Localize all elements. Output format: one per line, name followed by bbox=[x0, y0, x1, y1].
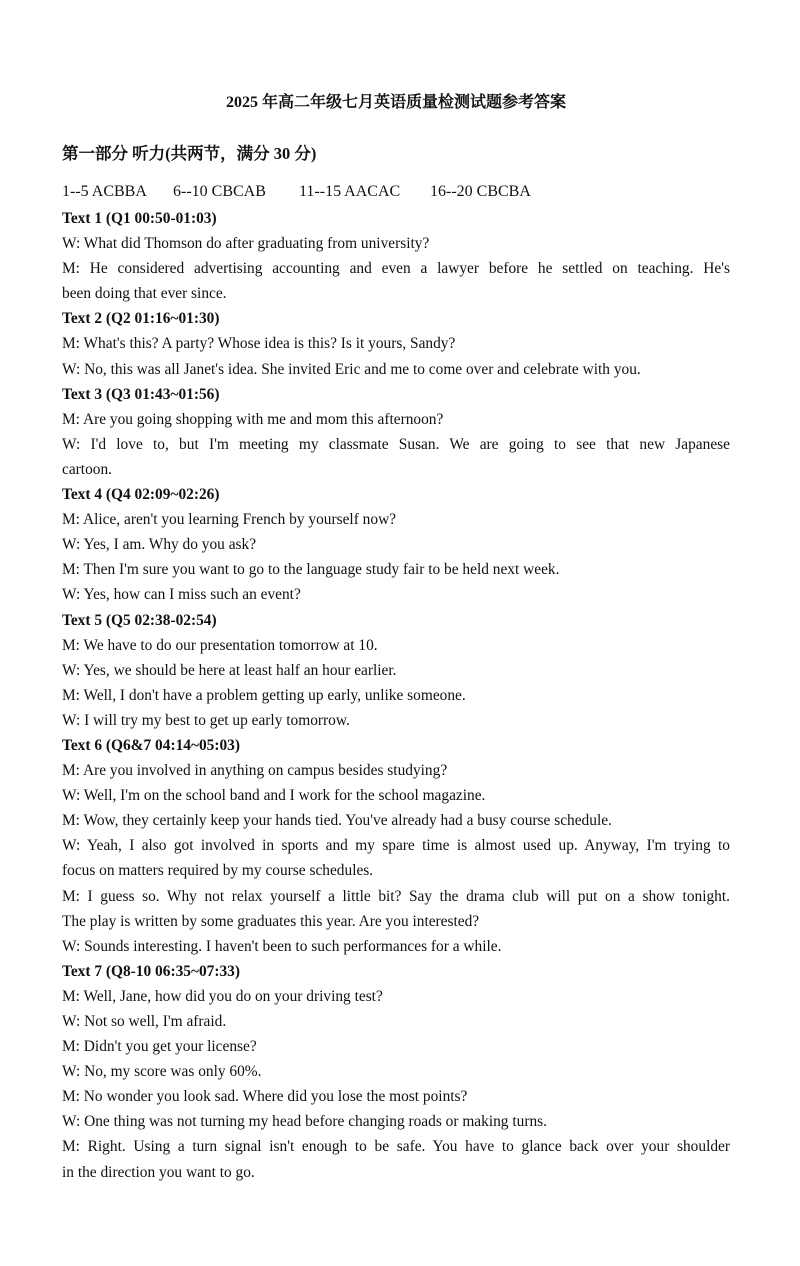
transcript-line: M: He considered advertising accounting and even a lawyer before he settled on teaching. He's bbox=[62, 260, 730, 278]
transcript-line: M: Right. Using a turn signal isn't enough to be safe. You have to glance back over your shoulder bbox=[62, 1138, 730, 1156]
transcript-line: in the direction you want to go. bbox=[62, 1163, 255, 1181]
text-heading: Text 4 (Q4 02:09~02:26) bbox=[62, 486, 220, 504]
transcript-line: M: Well, I don't have a problem getting up early, unlike someone. bbox=[62, 686, 466, 704]
transcript-body bbox=[62, 206, 730, 1185]
transcript-line: M: Didn't you get your license? bbox=[62, 1038, 257, 1056]
transcript-line: W: I'd love to, but I'm meeting my classmate Susan. We are going to see that new Japanese bbox=[62, 435, 730, 453]
transcript-line: W: Not so well, I'm afraid. bbox=[62, 1013, 227, 1030]
transcript-line: M: Well, Jane, how did you do on your driving test? bbox=[62, 987, 383, 1005]
transcript-line: W: Yes, we should be here at least half an hour earlier. bbox=[62, 661, 397, 679]
text-heading: Text 1 (Q1 00:50-01:03) bbox=[62, 210, 217, 227]
transcript-line: M: What's this? A party? Whose idea is this? Is it yours, Sandy? bbox=[62, 335, 456, 353]
transcript-line: The play is written by some graduates this year. Are you interested? bbox=[62, 912, 480, 930]
text-heading: Text 2 (Q2 01:16~01:30) bbox=[62, 310, 220, 328]
transcript-line: W: Yes, I am. Why do you ask? bbox=[62, 536, 257, 554]
transcript-line: been doing that ever since. bbox=[62, 285, 227, 303]
text-heading: Text 5 (Q5 02:38-02:54) bbox=[62, 611, 217, 629]
transcript-line: W: No, my score was only 60%. bbox=[62, 1063, 262, 1081]
transcript-line: M: Are you involved in anything on campus besides studying? bbox=[62, 762, 448, 780]
section-title-listening: 第一部分 听力(共两节，满分 30 分) bbox=[62, 144, 317, 163]
transcript-line: M: I guess so. Why not relax yourself a little bit? Say the drama club will put on a show tonight. bbox=[62, 887, 730, 905]
transcript-line: W: Yeah, I also got involved in sports and my spare time is almost used up. Anyway, I'm trying to bbox=[62, 837, 730, 855]
document-title: 2025 年高二年级七月英语质量检测试题参考答案 bbox=[225, 94, 566, 111]
transcript-line: M: Wow, they certainly keep your hands tied. You've already had a busy course schedule. bbox=[62, 812, 612, 830]
transcript-line: W: Sounds interesting. I haven't been to such performances for a while. bbox=[62, 937, 502, 955]
answer-group: 6--10 CBCAB bbox=[173, 183, 266, 200]
transcript-line: W: What did Thomson do after graduating from university? bbox=[62, 235, 430, 253]
text-heading: Text 3 (Q3 01:43~01:56) bbox=[62, 385, 220, 403]
answer-group: 16--20 CBCBA bbox=[430, 183, 531, 200]
transcript-line: M: We have to do our presentation tomorrow at 10. bbox=[62, 636, 378, 654]
transcript-line: M: No wonder you look sad. Where did you lose the most points? bbox=[62, 1088, 468, 1106]
text-heading: Text 6 (Q6&7 04:14~05:03) bbox=[62, 736, 240, 754]
text-heading: Text 7 (Q8-10 06:35~07:33) bbox=[62, 962, 240, 980]
transcript-line: W: Well, I'm on the school band and I work for the school magazine. bbox=[62, 787, 486, 805]
answer-group: 11--15 AACAC bbox=[299, 183, 401, 200]
answer-group: 1--5 ACBBA bbox=[62, 183, 147, 200]
transcript-line: M: Are you going shopping with me and mom this afternoon? bbox=[62, 410, 444, 428]
transcript-line: M: Then I'm sure you want to go to the language study fair to be held next week. bbox=[62, 561, 560, 579]
transcript-line: W: Yes, how can I miss such an event? bbox=[62, 586, 301, 604]
transcript-line: W: No, this was all Janet's idea. She invited Eric and me to come over and celebrate with you. bbox=[62, 360, 641, 378]
transcript-line: focus on matters required by my course schedules. bbox=[62, 862, 374, 880]
transcript-line: cartoon. bbox=[62, 460, 112, 478]
transcript-line: M: Alice, aren't you learning French by yourself now? bbox=[62, 511, 397, 529]
transcript-line: W: I will try my best to get up early tomorrow. bbox=[62, 711, 350, 729]
transcript-line: W: One thing was not turning my head before changing roads or making turns. bbox=[62, 1113, 547, 1131]
answer-row bbox=[62, 181, 531, 203]
